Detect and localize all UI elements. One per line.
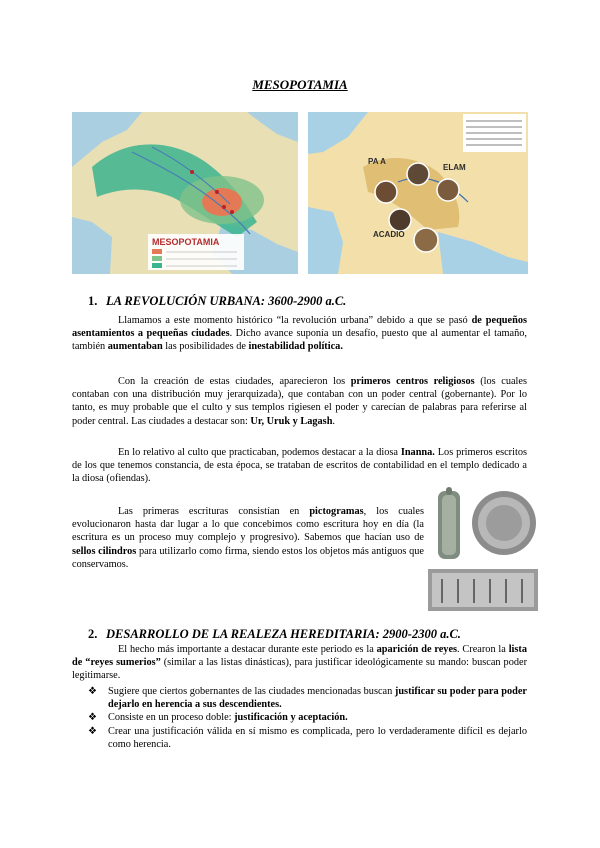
map-region-label: ACADIO: [373, 230, 405, 239]
paragraph: El hecho más importante a destacar durante este periodo es la aparición de reyes. Crearon la lista de “reyes sumerios” (similar a las listas dinásticas), para justificar ideológicamente su mando: buscan poder legitimarse.: [72, 644, 528, 682]
empires-map: [308, 112, 528, 274]
section-number: 2.: [88, 627, 98, 641]
diamond-bullet-icon: ❖: [88, 725, 97, 737]
map-region-label: PA A: [368, 157, 386, 166]
map-legend-title: MESOPOTAMIA: [152, 237, 220, 247]
paragraph: Con la creación de estas ciudades, aparecieron los primeros centros religiosos (los cuales contaban con una distribución muy jerarquizada), que contaban con un poder central (gobernante). Por lo tanto, es muy probable que el culto y sus templos rigiesen el poder y carecían de palabras para referirse al poder central. Las ciudades a destacar son: Ur, Uruk y Lagash.: [72, 376, 528, 427]
list-item: ❖ Sugiere que ciertos gobernantes de las ciudades mencionadas buscan justificar su poder para poder dejarlo en herencia a sus descendientes.: [88, 686, 527, 711]
paragraph: Las primeras escrituras consistían en pictogramas, los cuales evolucionaron hasta dar lugar a lo que concebimos como escritura hoy en día (la escritura es un proceso muy complejo y progresivo). Sabemos que hacían uso de sellos cilindros para utilizarlo como firma, siendo estos los objetos más antiguos que conservamos.: [72, 506, 424, 570]
diamond-bullet-icon: ❖: [88, 686, 97, 697]
mesopotamia-map: [72, 112, 298, 274]
list-item: ❖ Crear una justificación válida en sí mismo es complicada, pero lo verdaderamente difícil es dejarlo como herencia.: [88, 725, 527, 750]
section-heading: [88, 627, 461, 642]
cylinder-seals-image: [428, 487, 538, 613]
map-region-label: ELAM: [443, 163, 466, 172]
paragraph: En lo relativo al culto que practicaban, podemos destacar a la diosa Inanna. Los primeros escritos de los que tenemos constancia, de esta época, se trataban de escritos de contabilidad en el templo dedicado a la diosa (ofiendas).: [72, 447, 527, 485]
bullet-list: [88, 685, 527, 751]
list-item: ❖ Consiste en un proceso doble: justificación y aceptación.: [88, 712, 348, 724]
section-title: DESARROLLO DE LA REALEZA HEREDITARIA: 2900-2300 a.C.: [106, 627, 461, 641]
section-title: LA REVOLUCIÓN URBANA: 3600-2900 a.C.: [106, 294, 347, 308]
diamond-bullet-icon: ❖: [88, 712, 97, 724]
page-title: MESOPOTAMIA: [252, 77, 348, 92]
paragraph: Llamamos a este momento histórico “la revolución urbana” debido a que se pasó de pequeños asentamientos a pequeñas ciudades. Dicho avance suponía un desafío, puesto que al aumentar el tamaño, también aumentaban las posibilidades de inestabilidad política.: [72, 315, 528, 353]
section-number: 1.: [88, 294, 98, 308]
section-heading: [88, 294, 346, 309]
